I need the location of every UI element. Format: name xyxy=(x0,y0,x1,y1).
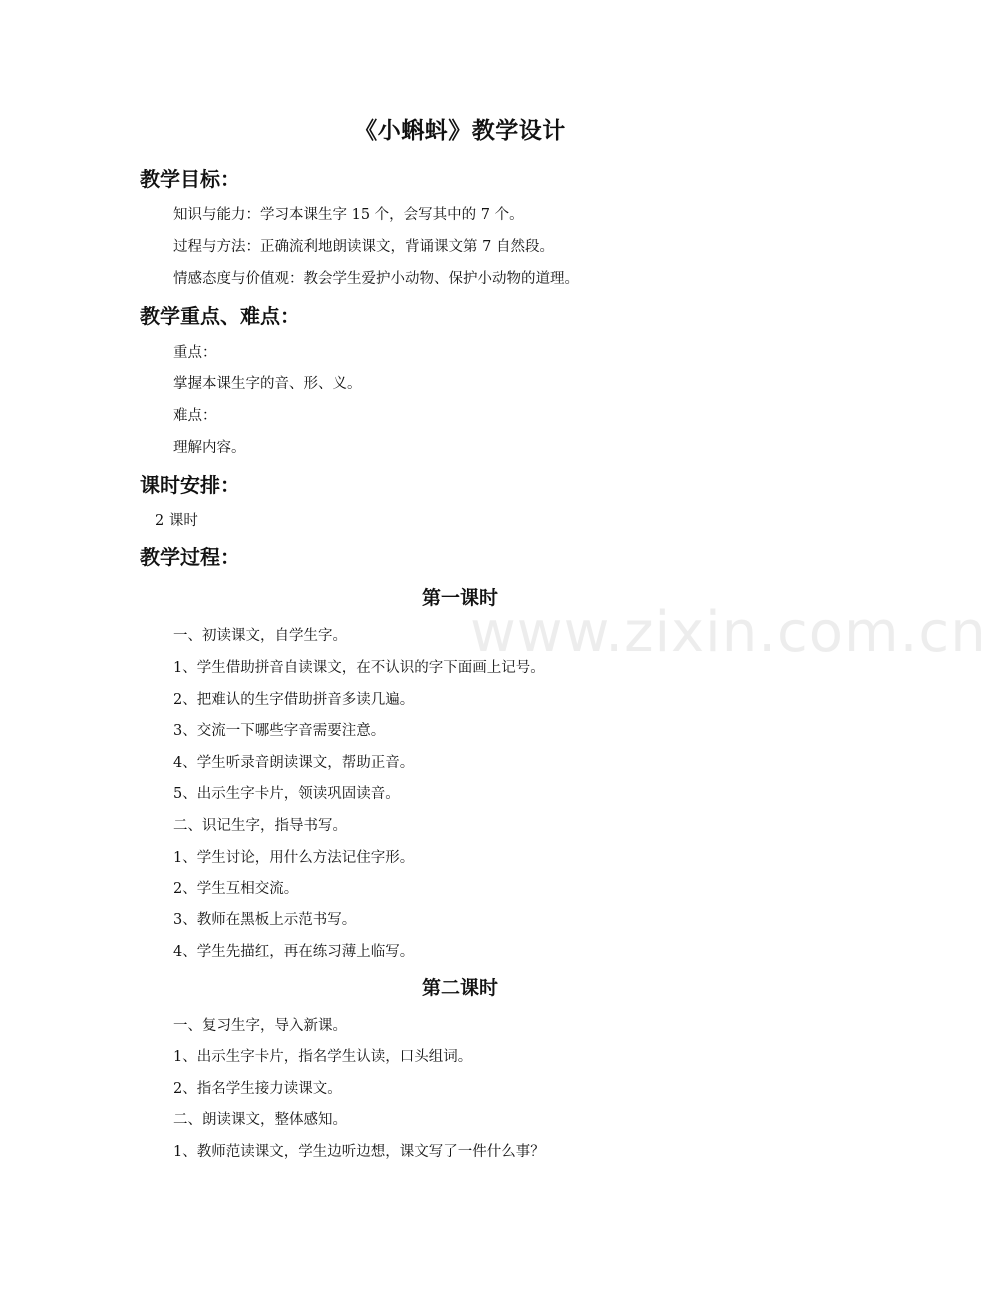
lesson2-line: 二、朗读课文，整体感知。 xyxy=(173,1112,347,1128)
lesson1-line: 一、初读课文，自学生字。 xyxy=(173,628,347,644)
lesson2-line: 一、复习生字，导入新课。 xyxy=(173,1018,347,1034)
lesson1-line: 3、交流一下哪些字音需要注意。 xyxy=(173,723,386,739)
keypoint-line: 掌握本课生字的音、形、义。 xyxy=(173,376,362,392)
objective-line: 情感态度与价值观：教会学生爱护小动物、保护小动物的道理。 xyxy=(173,271,579,287)
keypoint-line: 重点： xyxy=(173,345,217,361)
lesson2-line: 2、指名学生接力读课文。 xyxy=(173,1081,342,1097)
lesson1-line: 二、识记生字，指导书写。 xyxy=(173,818,347,834)
keypoint-line: 理解内容。 xyxy=(173,440,246,456)
objective-line: 过程与方法：正确流利地朗读课文，背诵课文第 7 自然段。 xyxy=(173,239,554,255)
schedule-heading: 课时安排： xyxy=(140,473,240,497)
lesson1-line: 4、学生听录音朗读课文，帮助正音。 xyxy=(173,755,415,771)
lesson2-line: 1、教师范读课文，学生边听边想，课文写了一件什么事？ xyxy=(173,1144,545,1160)
lesson1-line: 1、学生讨论，用什么方法记住字形。 xyxy=(173,850,415,866)
objective-line: 知识与能力：学习本课生字 15 个，会写其中的 7 个。 xyxy=(173,207,524,223)
lesson2-line: 1、出示生字卡片，指名学生认读，口头组词。 xyxy=(173,1049,473,1065)
objectives-heading: 教学目标： xyxy=(140,167,240,191)
schedule-text: 2 课时 xyxy=(155,513,198,529)
watermark: www.zixin.com.cn xyxy=(470,600,987,665)
lesson1-line: 5、出示生字卡片，领读巩固读音。 xyxy=(173,786,400,802)
lesson1-line: 1、学生借助拼音自读课文，在不认识的字下面画上记号。 xyxy=(173,660,545,676)
lesson1-line: 2、学生互相交流。 xyxy=(173,881,299,897)
lesson1-line: 4、学生先描红，再在练习薄上临写。 xyxy=(173,944,415,960)
keypoint-line: 难点： xyxy=(173,408,217,424)
lesson1-line: 2、把难认的生字借助拼音多读几遍。 xyxy=(173,692,415,708)
process-heading: 教学过程： xyxy=(140,545,240,569)
lesson1-line: 3、教师在黑板上示范书写。 xyxy=(173,912,357,928)
lesson2-title: 第二课时 xyxy=(421,977,498,999)
lesson1-title: 第一课时 xyxy=(421,587,498,609)
document-title: 《小蝌蚪》教学设计 xyxy=(354,117,566,144)
keypoints-heading: 教学重点、难点： xyxy=(140,304,300,328)
